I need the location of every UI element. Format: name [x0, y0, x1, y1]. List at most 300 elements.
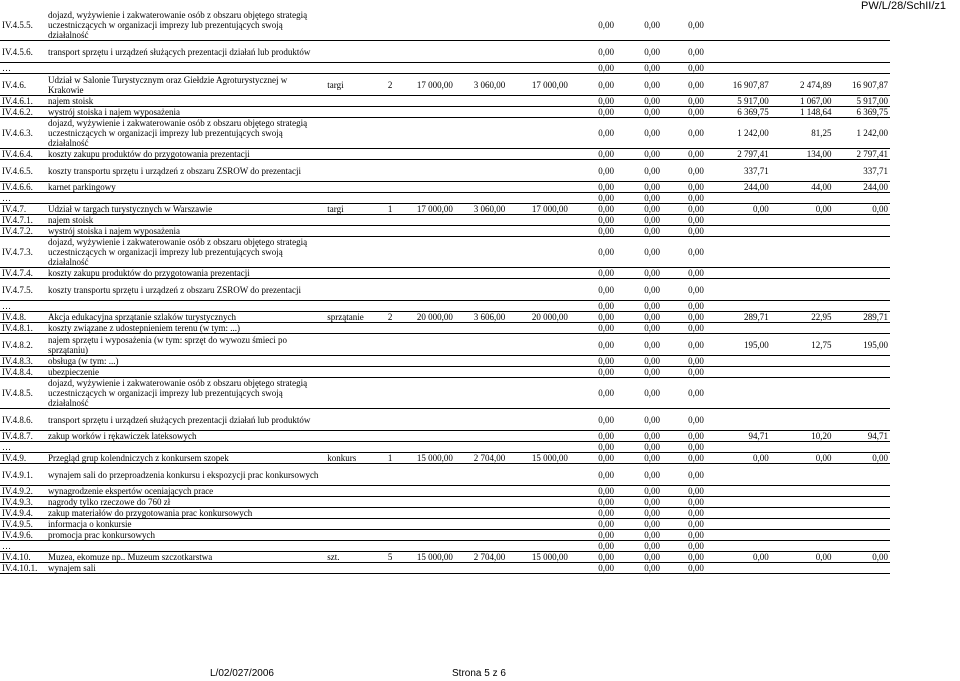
cell-a: 0,00 — [570, 541, 616, 552]
cell-gross — [507, 367, 570, 378]
cell-gross — [507, 226, 570, 237]
cell-a: 0,00 — [570, 453, 616, 464]
cell-unit — [325, 301, 377, 312]
cell-e — [771, 226, 834, 237]
cell-unit — [325, 356, 377, 367]
cell-c: 0,00 — [662, 486, 706, 497]
cell-f — [833, 41, 890, 63]
cell-b: 0,00 — [616, 563, 662, 574]
cell-gross — [507, 334, 570, 356]
cell-price — [403, 519, 455, 530]
cell-c: 0,00 — [662, 160, 706, 182]
table-row — [0, 107, 890, 118]
cell-f — [833, 279, 890, 301]
cell-f: 2 797,41 — [833, 149, 890, 160]
cell-e — [771, 301, 834, 312]
cell-desc: wystrój stoiska i najem wyposażenia — [46, 107, 325, 118]
cell-a: 0,00 — [570, 431, 616, 442]
cell-e — [771, 367, 834, 378]
cell-a: 0,00 — [570, 378, 616, 409]
cell-qty — [378, 334, 403, 356]
cell-e: 81,25 — [771, 118, 834, 149]
cell-f — [833, 356, 890, 367]
cell-c: 0,00 — [662, 519, 706, 530]
cell-vat — [455, 279, 507, 301]
cell-c: 0,00 — [662, 204, 706, 215]
table-row — [0, 563, 890, 574]
cell-price — [403, 431, 455, 442]
cell-f — [833, 63, 890, 74]
cell-vat — [455, 160, 507, 182]
cell-f: 195,00 — [833, 334, 890, 356]
cell-c: 0,00 — [662, 367, 706, 378]
cell-qty: 1 — [378, 204, 403, 215]
cell-desc — [46, 541, 325, 552]
cell-price: 15 000,00 — [403, 552, 455, 563]
cell-gross — [507, 530, 570, 541]
cell-d — [706, 10, 771, 41]
cell-c: 0,00 — [662, 312, 706, 323]
cell-price: 20 000,00 — [403, 312, 455, 323]
cell-id: IV.4.9.1. — [0, 464, 46, 486]
cell-f: 0,00 — [833, 552, 890, 563]
cell-desc: koszty transportu sprzętu i urządzeń z obszaru ZSROW do prezentacji — [46, 160, 325, 182]
cell-gross — [507, 356, 570, 367]
cell-qty — [378, 279, 403, 301]
cell-d: 6 369,75 — [706, 107, 771, 118]
cell-vat — [455, 41, 507, 63]
cell-id: IV.4.8.4. — [0, 367, 46, 378]
cell-gross — [507, 96, 570, 107]
cell-b: 0,00 — [616, 63, 662, 74]
cell-unit: targi — [325, 204, 377, 215]
cell-e — [771, 378, 834, 409]
cell-c: 0,00 — [662, 530, 706, 541]
cell-e — [771, 442, 834, 453]
cell-qty — [378, 149, 403, 160]
cell-qty — [378, 301, 403, 312]
cell-vat — [455, 497, 507, 508]
cell-id: IV.4.10.1. — [0, 563, 46, 574]
cell-id: … — [0, 541, 46, 552]
cell-c: 0,00 — [662, 323, 706, 334]
cell-unit: sprzątanie — [325, 312, 377, 323]
cell-id: IV.4.5.5. — [0, 10, 46, 41]
cell-a: 0,00 — [570, 63, 616, 74]
table-row — [0, 149, 890, 160]
cell-f — [833, 486, 890, 497]
cell-unit — [325, 409, 377, 431]
cell-c: 0,00 — [662, 96, 706, 107]
cell-gross — [507, 409, 570, 431]
cell-c: 0,00 — [662, 431, 706, 442]
cell-gross: 17 000,00 — [507, 74, 570, 96]
cell-qty — [378, 442, 403, 453]
cell-b: 0,00 — [616, 486, 662, 497]
cell-price — [403, 160, 455, 182]
cell-desc: koszty zakupu produktów do przygotowania prezentacji — [46, 268, 325, 279]
cell-id: IV.4.7.5. — [0, 279, 46, 301]
cell-desc: koszty zakupu produktów do przygotowania prezentacji — [46, 149, 325, 160]
cell-id: IV.4.6.1. — [0, 96, 46, 107]
table-row — [0, 279, 890, 301]
cell-gross — [507, 563, 570, 574]
cell-desc: najem sprzętu i wyposażenia (w tym: sprzęt do wywozu śmieci po sprzątaniu) — [46, 334, 325, 356]
cell-d — [706, 237, 771, 268]
cell-e — [771, 519, 834, 530]
cell-e — [771, 237, 834, 268]
cell-b: 0,00 — [616, 508, 662, 519]
cell-vat — [455, 378, 507, 409]
cell-e: 0,00 — [771, 552, 834, 563]
cell-price — [403, 149, 455, 160]
cell-e — [771, 215, 834, 226]
table-row — [0, 530, 890, 541]
cell-b: 0,00 — [616, 519, 662, 530]
cell-qty — [378, 541, 403, 552]
cell-f: 16 907,87 — [833, 74, 890, 96]
cell-a: 0,00 — [570, 519, 616, 530]
cell-unit — [325, 464, 377, 486]
cell-e — [771, 193, 834, 204]
cell-gross — [507, 149, 570, 160]
cell-unit — [325, 182, 377, 193]
cell-unit — [325, 519, 377, 530]
cell-vat — [455, 63, 507, 74]
cell-id: IV.4.6.6. — [0, 182, 46, 193]
table-row — [0, 508, 890, 519]
cell-e — [771, 409, 834, 431]
cell-d: 289,71 — [706, 312, 771, 323]
cell-d: 1 242,00 — [706, 118, 771, 149]
budget-table-body — [0, 10, 890, 574]
cell-gross — [507, 182, 570, 193]
cell-unit — [325, 118, 377, 149]
cell-qty — [378, 10, 403, 41]
cell-price — [403, 409, 455, 431]
cell-d — [706, 486, 771, 497]
cell-qty — [378, 409, 403, 431]
cell-f — [833, 193, 890, 204]
cell-e — [771, 563, 834, 574]
cell-b: 0,00 — [616, 237, 662, 268]
cell-f — [833, 508, 890, 519]
cell-unit: szt. — [325, 552, 377, 563]
table-row — [0, 486, 890, 497]
cell-id: IV.4.8.3. — [0, 356, 46, 367]
cell-c: 0,00 — [662, 215, 706, 226]
cell-a: 0,00 — [570, 10, 616, 41]
cell-d — [706, 268, 771, 279]
table-row — [0, 519, 890, 530]
cell-b: 0,00 — [616, 312, 662, 323]
cell-price — [403, 541, 455, 552]
cell-c: 0,00 — [662, 541, 706, 552]
cell-id: IV.4.6.4. — [0, 149, 46, 160]
cell-price — [403, 486, 455, 497]
cell-b: 0,00 — [616, 41, 662, 63]
cell-a: 0,00 — [570, 237, 616, 268]
cell-b: 0,00 — [616, 215, 662, 226]
cell-b: 0,00 — [616, 107, 662, 118]
cell-id: IV.4.6. — [0, 74, 46, 96]
cell-id: IV.4.8. — [0, 312, 46, 323]
footer-page-number: Strona 5 z 6 — [452, 668, 506, 679]
cell-qty — [378, 563, 403, 574]
cell-unit — [325, 268, 377, 279]
cell-f — [833, 442, 890, 453]
cell-a: 0,00 — [570, 486, 616, 497]
cell-vat — [455, 10, 507, 41]
cell-a: 0,00 — [570, 268, 616, 279]
cell-gross — [507, 63, 570, 74]
cell-id: … — [0, 63, 46, 74]
cell-c: 0,00 — [662, 378, 706, 409]
cell-qty — [378, 215, 403, 226]
cell-c: 0,00 — [662, 552, 706, 563]
table-row — [0, 226, 890, 237]
cell-desc: koszty transportu sprzętu i urządzeń z obszaru ZSROW do prezentacji — [46, 279, 325, 301]
cell-vat — [455, 409, 507, 431]
cell-price — [403, 268, 455, 279]
cell-e: 44,00 — [771, 182, 834, 193]
cell-unit: targi — [325, 74, 377, 96]
cell-price — [403, 237, 455, 268]
cell-vat — [455, 323, 507, 334]
cell-vat — [455, 442, 507, 453]
cell-qty: 2 — [378, 74, 403, 96]
cell-d: 195,00 — [706, 334, 771, 356]
cell-id: IV.4.6.2. — [0, 107, 46, 118]
cell-a: 0,00 — [570, 160, 616, 182]
cell-price — [403, 563, 455, 574]
cell-b: 0,00 — [616, 334, 662, 356]
cell-a: 0,00 — [570, 312, 616, 323]
cell-d: 0,00 — [706, 453, 771, 464]
table-row — [0, 301, 890, 312]
cell-gross — [507, 431, 570, 442]
table-row — [0, 237, 890, 268]
cell-gross — [507, 118, 570, 149]
cell-d — [706, 497, 771, 508]
cell-unit — [325, 215, 377, 226]
cell-b: 0,00 — [616, 431, 662, 442]
cell-qty — [378, 226, 403, 237]
cell-a: 0,00 — [570, 204, 616, 215]
cell-desc: informacja o konkursie — [46, 519, 325, 530]
cell-id: … — [0, 301, 46, 312]
cell-e: 22,95 — [771, 312, 834, 323]
cell-id: IV.4.7.4. — [0, 268, 46, 279]
cell-qty — [378, 497, 403, 508]
cell-c: 0,00 — [662, 226, 706, 237]
cell-c: 0,00 — [662, 334, 706, 356]
table-row — [0, 96, 890, 107]
table-row — [0, 552, 890, 563]
cell-b: 0,00 — [616, 323, 662, 334]
cell-id: IV.4.7.3. — [0, 237, 46, 268]
cell-a: 0,00 — [570, 118, 616, 149]
cell-b: 0,00 — [616, 301, 662, 312]
cell-desc: najem stoisk — [46, 215, 325, 226]
cell-b: 0,00 — [616, 118, 662, 149]
cell-a: 0,00 — [570, 409, 616, 431]
cell-vat — [455, 541, 507, 552]
cell-id: IV.4.9.6. — [0, 530, 46, 541]
cell-c: 0,00 — [662, 442, 706, 453]
cell-c: 0,00 — [662, 10, 706, 41]
cell-unit — [325, 149, 377, 160]
cell-desc: wynajem sali do przeproadzenia konkursu i ekspozycji prac konkursowych — [46, 464, 325, 486]
cell-gross — [507, 378, 570, 409]
cell-e — [771, 63, 834, 74]
cell-vat — [455, 519, 507, 530]
cell-d — [706, 193, 771, 204]
cell-gross — [507, 464, 570, 486]
cell-id: IV.4.6.3. — [0, 118, 46, 149]
cell-vat: 3 060,00 — [455, 74, 507, 96]
cell-vat — [455, 149, 507, 160]
cell-vat — [455, 215, 507, 226]
cell-d — [706, 563, 771, 574]
cell-unit — [325, 334, 377, 356]
cell-a: 0,00 — [570, 301, 616, 312]
cell-desc: transport sprzętu i urządzeń służących prezentacji działań lub produktów — [46, 41, 325, 63]
cell-desc — [46, 442, 325, 453]
cell-qty — [378, 182, 403, 193]
cell-a: 0,00 — [570, 552, 616, 563]
cell-qty — [378, 323, 403, 334]
cell-vat — [455, 334, 507, 356]
cell-b: 0,00 — [616, 442, 662, 453]
cell-d — [706, 323, 771, 334]
cell-a: 0,00 — [570, 563, 616, 574]
cell-e: 134,00 — [771, 149, 834, 160]
cell-gross: 15 000,00 — [507, 453, 570, 464]
cell-e — [771, 268, 834, 279]
cell-b: 0,00 — [616, 541, 662, 552]
cell-price — [403, 63, 455, 74]
budget-table — [0, 10, 890, 574]
cell-vat — [455, 431, 507, 442]
cell-vat: 3 060,00 — [455, 204, 507, 215]
cell-f: 0,00 — [833, 204, 890, 215]
cell-vat — [455, 367, 507, 378]
cell-b: 0,00 — [616, 10, 662, 41]
table-row — [0, 367, 890, 378]
cell-id: IV.4.8.7. — [0, 431, 46, 442]
cell-d — [706, 41, 771, 63]
table-row — [0, 10, 890, 41]
cell-e: 0,00 — [771, 204, 834, 215]
cell-qty — [378, 378, 403, 409]
cell-vat: 2 704,00 — [455, 552, 507, 563]
table-row — [0, 41, 890, 63]
cell-f — [833, 519, 890, 530]
cell-price — [403, 193, 455, 204]
cell-f: 244,00 — [833, 182, 890, 193]
cell-qty — [378, 118, 403, 149]
cell-unit — [325, 279, 377, 301]
cell-price — [403, 356, 455, 367]
cell-price — [403, 497, 455, 508]
cell-qty: 5 — [378, 552, 403, 563]
cell-gross — [507, 279, 570, 301]
cell-f — [833, 301, 890, 312]
cell-f — [833, 563, 890, 574]
cell-gross: 17 000,00 — [507, 204, 570, 215]
cell-e — [771, 464, 834, 486]
cell-gross: 15 000,00 — [507, 552, 570, 563]
cell-gross — [507, 519, 570, 530]
cell-qty: 1 — [378, 453, 403, 464]
table-row — [0, 409, 890, 431]
cell-desc — [46, 63, 325, 74]
cell-id: … — [0, 442, 46, 453]
cell-gross — [507, 508, 570, 519]
cell-d: 337,71 — [706, 160, 771, 182]
cell-d — [706, 464, 771, 486]
cell-c: 0,00 — [662, 237, 706, 268]
cell-gross — [507, 215, 570, 226]
cell-vat — [455, 237, 507, 268]
table-row — [0, 356, 890, 367]
cell-qty — [378, 63, 403, 74]
cell-f — [833, 530, 890, 541]
cell-b: 0,00 — [616, 464, 662, 486]
cell-unit — [325, 226, 377, 237]
cell-gross — [507, 486, 570, 497]
cell-qty — [378, 237, 403, 268]
cell-d — [706, 215, 771, 226]
table-row — [0, 464, 890, 486]
cell-d — [706, 378, 771, 409]
cell-id: IV.4.9.5. — [0, 519, 46, 530]
cell-price — [403, 10, 455, 41]
cell-vat — [455, 182, 507, 193]
table-row — [0, 215, 890, 226]
cell-qty — [378, 41, 403, 63]
cell-f — [833, 541, 890, 552]
cell-qty — [378, 96, 403, 107]
cell-d: 16 907,87 — [706, 74, 771, 96]
cell-qty — [378, 464, 403, 486]
table-row — [0, 541, 890, 552]
cell-c: 0,00 — [662, 74, 706, 96]
cell-vat — [455, 268, 507, 279]
cell-id: IV.4.10. — [0, 552, 46, 563]
cell-qty — [378, 193, 403, 204]
cell-c: 0,00 — [662, 464, 706, 486]
cell-b: 0,00 — [616, 530, 662, 541]
cell-d — [706, 226, 771, 237]
cell-d: 5 917,00 — [706, 96, 771, 107]
cell-desc: najem stoisk — [46, 96, 325, 107]
cell-gross — [507, 193, 570, 204]
cell-vat: 2 704,00 — [455, 453, 507, 464]
cell-c: 0,00 — [662, 453, 706, 464]
cell-b: 0,00 — [616, 160, 662, 182]
cell-b: 0,00 — [616, 74, 662, 96]
cell-desc: dojazd, wyżywienie i zakwaterowanie osób z obszaru objętego strategią uczestniczących w organizacji imprezy lub prezentujących swoją działalność — [46, 10, 325, 41]
cell-price: 17 000,00 — [403, 74, 455, 96]
cell-d — [706, 301, 771, 312]
cell-desc: transport sprzętu i urządzeń służących prezentacji działań lub produktów — [46, 409, 325, 431]
cell-d: 0,00 — [706, 552, 771, 563]
cell-a: 0,00 — [570, 497, 616, 508]
cell-vat — [455, 118, 507, 149]
table-row — [0, 74, 890, 96]
